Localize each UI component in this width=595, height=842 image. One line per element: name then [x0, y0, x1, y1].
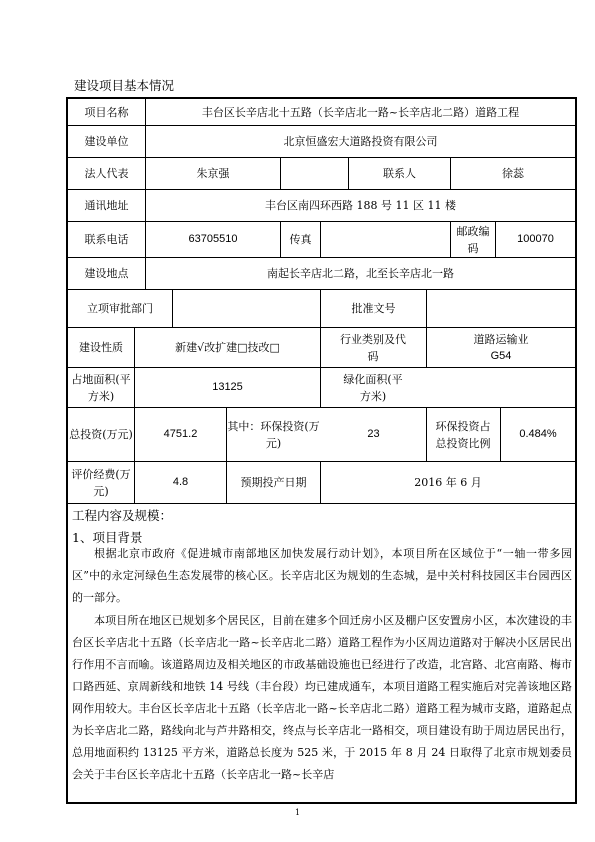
invest-value: 4751.2 [163, 428, 198, 440]
builder-value: 北京恒盛宏大道路投资有限公司 [283, 135, 438, 148]
phone-label: 联系电话 [84, 233, 129, 246]
industry-value [427, 328, 575, 367]
approval-dept-value [173, 290, 320, 327]
site-label: 建设地点 [84, 267, 129, 280]
contact-value: 徐蕊 [502, 167, 524, 180]
green-label: 绿化面积(平方米) [343, 372, 403, 403]
content-heading: 工程内容及规模： [72, 508, 173, 523]
env-ratio-label: 环保投资占总投资比例 [435, 419, 491, 450]
industry-code: G54 [490, 349, 512, 362]
env-ratio-value: 0.484% [519, 428, 557, 440]
fax-label: 传真 [289, 233, 312, 246]
background-paragraph-1: 根据北京市政府《促进城市南部地区加快发展行动计划》，本项目所在区域位于“一轴一带多园区”中的永定河绿色生态发展带的核心区。长辛店北区为规划的生态城，是中关村科技园区丰台园西区的一部分。 [72, 547, 572, 604]
fax-value [321, 222, 450, 257]
area-label: 占地面积(平方米) [71, 372, 131, 403]
background-heading: 1、项目背景 [72, 530, 143, 545]
postcode-label: 邮政编码 [456, 224, 490, 255]
industry-name: 道路运输业 [473, 332, 529, 346]
legal-rep-label: 法人代表 [84, 167, 129, 180]
approval-no-label: 批准文号 [351, 302, 396, 315]
eval-fee-value: 4.8 [172, 476, 189, 488]
industry-label: 行业类别及代码 [340, 332, 406, 363]
page-number: 1 [294, 808, 301, 817]
builder-label: 建设单位 [84, 135, 129, 148]
doc-title: 建设项目基本情况 [74, 78, 175, 93]
address-label: 通讯地址 [84, 199, 129, 212]
eval-fee-label: 评价经费(万元) [71, 467, 131, 498]
project-name-label: 项目名称 [84, 105, 129, 119]
env-invest-label: 其中：环保投资(万元) [227, 419, 320, 450]
contact-label: 联系人 [383, 167, 416, 180]
start-value: 2016 年 6 月 [414, 476, 482, 489]
start-label: 预期投产日期 [240, 476, 307, 489]
approval-no-value [427, 290, 575, 327]
address-value: 丰台区南四环西路 188 号 11 区 11 楼 [265, 199, 456, 212]
legal-rep-value: 朱京强 [196, 167, 230, 180]
postcode-value: 100070 [517, 233, 554, 245]
invest-label: 总投资(万元) [69, 428, 133, 441]
env-invest-value: 23 [367, 428, 380, 440]
phone-value: 63705510 [188, 233, 238, 245]
site-value: 南起长辛店北二路，北至长辛店北一路 [267, 267, 454, 280]
approval-dept-label: 立项审批部门 [87, 302, 153, 315]
nature-label: 建设性质 [79, 341, 123, 354]
nature-value: 新建√改扩建□技改□ [175, 341, 280, 354]
project-name-value: 丰台区长辛店北十五路（长辛店北一路~长辛店北二路）道路工程 [201, 105, 520, 119]
area-value: 13125 [212, 381, 243, 393]
background-paragraph-2: 本项目所在地区已规划多个居民区，目前在建多个回迁房小区及棚户区安置房小区，本次建设的丰台区长辛店北十五路（长辛店北一路~长辛店北二路）道路工程作为小区周边道路对于解决小区居民出行作用不言而喻。该道路周边及相关地区的市政基础设施也已经进行了改造，北宫路、北宫南路、梅市口路西延、京周新线和地铁 14 号线（丰台段）均已建成通车，本项目道路工程实施后对完善该地区路网作用较大。丰台区长辛店北十五路（长辛店北一路~长辛店北二路）道路工程为城市支路，道路起点为长辛店北二路，路线向北与芦井路相交，终点与长辛店北一路相交，项目建设有助于周边居民出行，总用地面积约 13125 平方米，道路总长度为 525 米，于 2015 年 8 月 24 日取得了北京市规划委员会关于丰台区长辛店北十五路（长辛店北一路~长辛店 [72, 614, 572, 781]
green-value [427, 368, 575, 407]
